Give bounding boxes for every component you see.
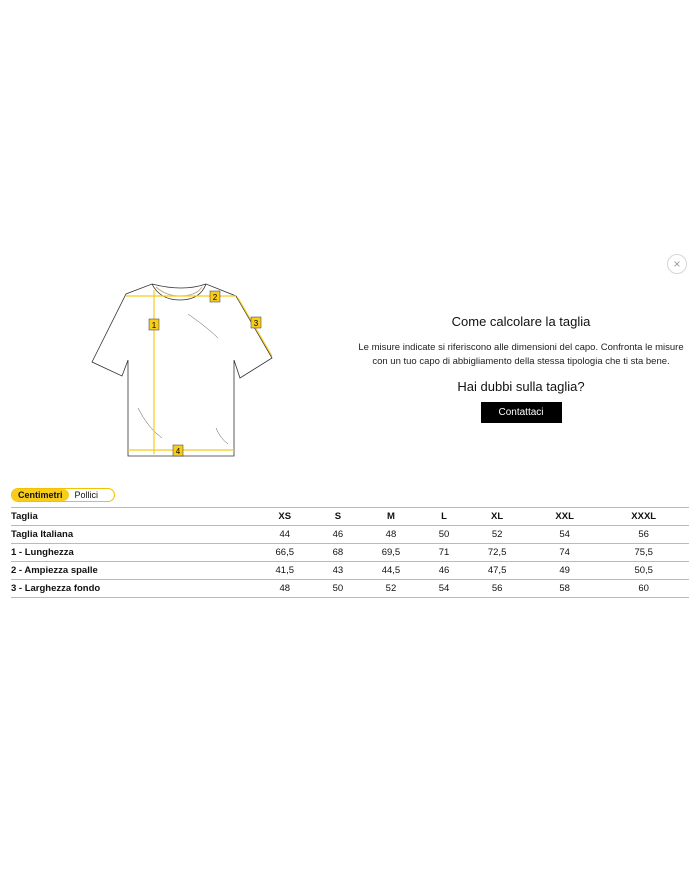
- measure-badge-1: [149, 319, 159, 330]
- table-cell: 44,5: [357, 562, 425, 580]
- table-cell: 58: [531, 580, 598, 598]
- table-cell: 50: [425, 526, 464, 544]
- header-size: L: [425, 508, 464, 526]
- table-cell: 52: [463, 526, 531, 544]
- measure-badge-1-label: 1: [151, 321, 157, 330]
- table-cell: 50,5: [598, 562, 689, 580]
- table-cell: 74: [531, 544, 598, 562]
- table-cell: 72,5: [463, 544, 531, 562]
- tshirt-illustration: [88, 278, 278, 464]
- table-cell: 69,5: [357, 544, 425, 562]
- table-cell: 75,5: [598, 544, 689, 562]
- header-size: XXXL: [598, 508, 689, 526]
- measure-badge-2: [210, 291, 220, 302]
- table-cell: 41,5: [251, 562, 319, 580]
- table-cell: 54: [531, 526, 598, 544]
- unit-toggle: [11, 488, 115, 502]
- unit-option-in[interactable]: Pollici: [74, 490, 99, 500]
- measure-badge-3-label: 3: [253, 319, 259, 328]
- table-cell: 49: [531, 562, 598, 580]
- table-cell: 46: [319, 526, 358, 544]
- header-size: XL: [463, 508, 531, 526]
- close-icon: ×: [673, 257, 681, 271]
- table-cell: 56: [598, 526, 689, 544]
- table-row: [11, 562, 689, 580]
- table-cell: 54: [425, 580, 464, 598]
- table-row: [11, 580, 689, 598]
- measure-badge-4: [173, 445, 183, 456]
- close-button[interactable]: [667, 254, 687, 274]
- table-cell: 66,5: [251, 544, 319, 562]
- info-title: Come calcolare la taglia: [451, 314, 591, 329]
- measure-badge-2-label: 2: [212, 293, 218, 302]
- table-cell: 44: [251, 526, 319, 544]
- size-table-header: [11, 508, 689, 526]
- table-row: [11, 544, 689, 562]
- table-cell: 46: [425, 562, 464, 580]
- table-cell: 71: [425, 544, 464, 562]
- header-size: S: [319, 508, 358, 526]
- table-cell: 60: [598, 580, 689, 598]
- info-description: Le misure indicate si riferiscono alle dimensioni del capo. Confronta le misure con un tuo capo di abbigliamento della stessa tipologia che ti sta bene.: [358, 342, 684, 367]
- info-doubt: Hai dubbi sulla taglia?: [457, 379, 585, 394]
- size-table: [11, 507, 689, 598]
- table-cell: 48: [357, 526, 425, 544]
- measure-badge-4-label: 4: [175, 447, 181, 456]
- table-cell: 56: [463, 580, 531, 598]
- row-label: 3 - Larghezza fondo: [11, 580, 251, 598]
- header-size: M: [357, 508, 425, 526]
- size-info-panel: [352, 314, 690, 423]
- table-cell: 47,5: [463, 562, 531, 580]
- header-size: XXL: [531, 508, 598, 526]
- header-label: Taglia: [11, 508, 251, 526]
- contact-button[interactable]: Contattaci: [481, 402, 562, 423]
- unit-option-cm[interactable]: Centimetri: [12, 489, 69, 501]
- header-size: XS: [251, 508, 319, 526]
- table-cell: 52: [357, 580, 425, 598]
- row-label: 2 - Ampiezza spalle: [11, 562, 251, 580]
- table-cell: 43: [319, 562, 358, 580]
- measure-badge-3: [251, 317, 261, 328]
- table-row: [11, 526, 689, 544]
- table-cell: 50: [319, 580, 358, 598]
- row-label: 1 - Lunghezza: [11, 544, 251, 562]
- table-cell: 68: [319, 544, 358, 562]
- row-label: Taglia Italiana: [11, 526, 251, 544]
- table-cell: 48: [251, 580, 319, 598]
